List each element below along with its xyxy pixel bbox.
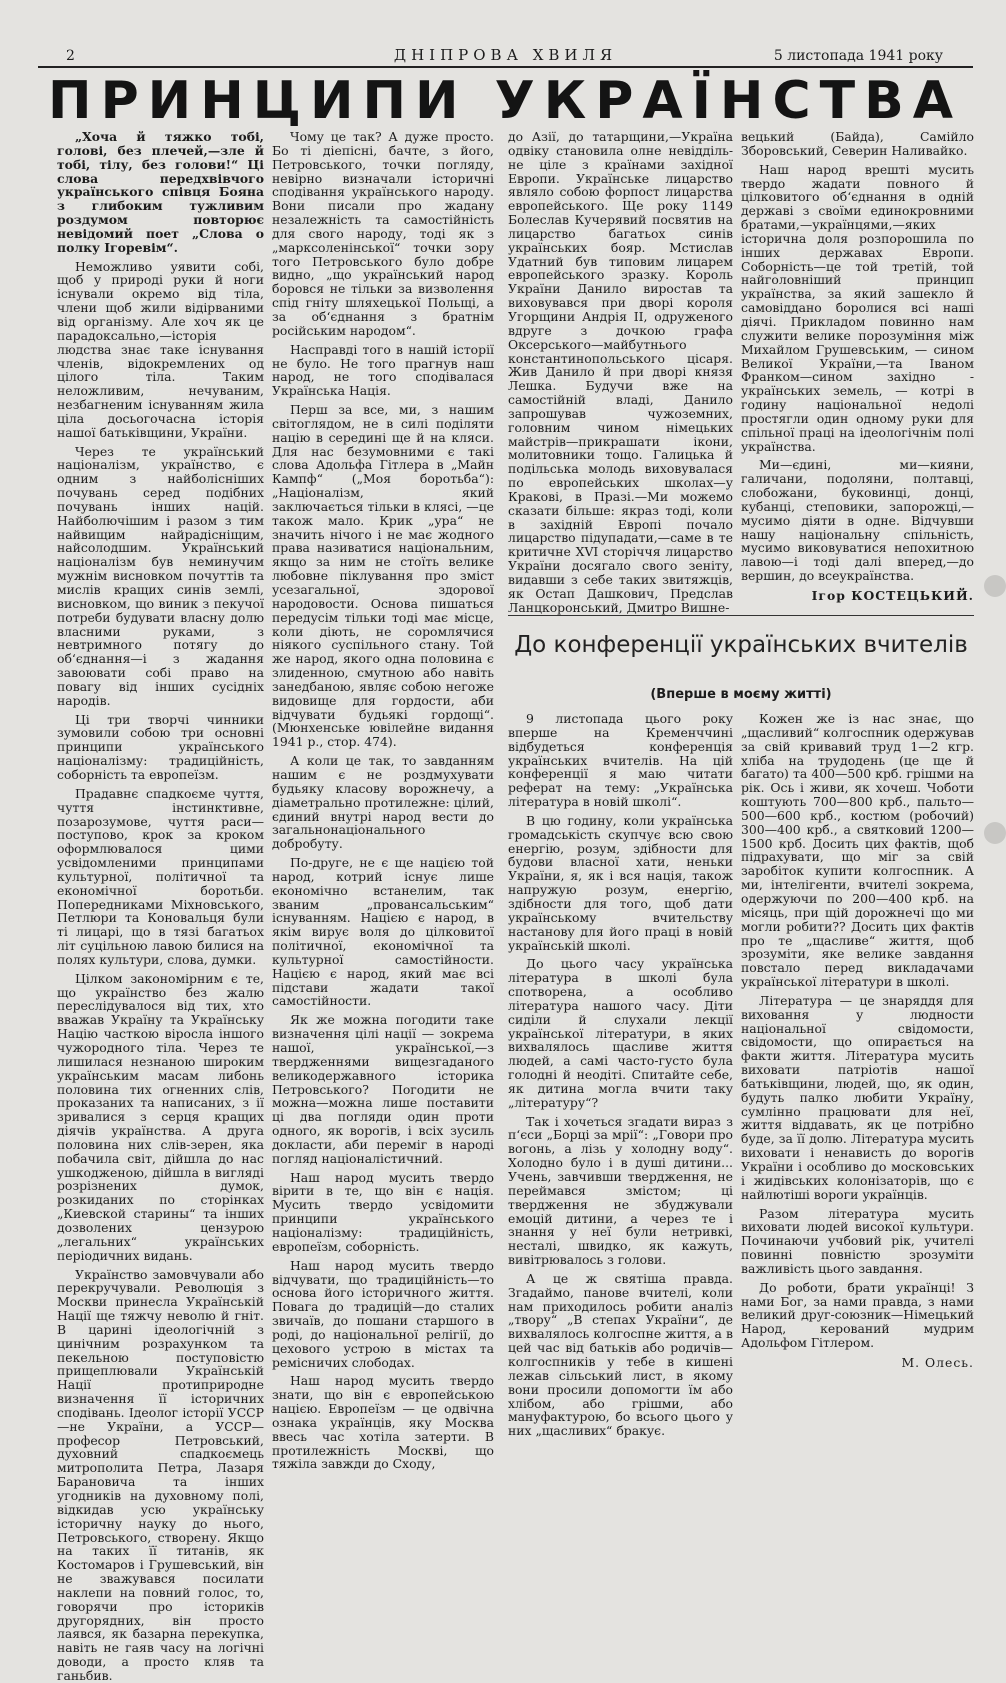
paragraph: вецький (Байда), Самійло Зборовський, Северин Наливайко. <box>741 129 974 158</box>
page-number: 2 <box>66 48 75 64</box>
newspaper-title: ДНІПРОВА ХВИЛЯ <box>393 46 618 64</box>
paragraph: Наш народ мусить твердо вірити в те, що він є нація. Мусить твердо усвідомити принципи українського націоналізму: традиційність, европеїзм, соборність. <box>272 1169 494 1254</box>
article2-column-2 <box>741 712 974 1372</box>
paragraph: В цю годину, коли українська громадськість скупчує всю свою енергію, розум, здібности для будови власної хати, неньки України, я, як і вся нація, також напружую розум, енергію, здібности для того, щоб дати українському вчительству настанову для його праці в новій українській школі. <box>508 812 733 953</box>
paragraph: Наш народ врешті мусить твердо жадати повного й цілковитого об‘єднання в одній державі з своїми единокровними братами,—українцями,—яких історична доля розпорошила по інших державах Европи. Соборність—це той третій, той найголовніший принцип українства, за який зашекло й самовіддано боролися всі наші діячі. Прикладом повинно нам служити велике порозуміння між Михайлом Грушевським, — сином Великої України,—та Іваном Франком—сином західно - українських земель, — котрі в годину національної недолі простягли один одному руки для спільної праці на ідеологічнім полі українства. <box>741 161 974 454</box>
issue-date: 5 листопада 1941 року <box>773 48 943 64</box>
paragraph: Ці три творчі чинники зумовили собою три основні принципи українського націоналізму: традиційність, соборність та европеїзм. <box>57 711 264 782</box>
paragraph: Ми—єдині, ми—кияни, галичани, подоляни, полтавці, слобожани, буковинці, донці, кубанці, степовики, запорожці,—мусимо діяти в одне. Відчувши нашу національну спільність, мусимо виковуватися непохитною лавою—і тоді далі вперед,—до вершин, до всеукраїнства. <box>741 457 974 584</box>
binding-hole <box>984 822 1006 844</box>
paragraph: Наш народ мусить твердо відчувати, що традиційність—то основа його історичного життя. Повага до традицій—до сталих звичаїв, до пошани старшого в роді, до національної релігії, до цехового устрою в містах та ремісничих слободах. <box>272 1257 494 1370</box>
paragraph: до Азії, до татарщини,—Україна одвіку становила олне невіддільне ціле з країнами західної Европи. Українське лицарство являло собою форпост лицарства европейського. Ще року 1149 Болеслав Кучерявий посвятив на лицарство багатьох синів українських бояр. Мстислав Удатний був типовим лицарем европейського зразку. Король України Данило виростав та виховувався при дворі короля Угорщини Андрія II, одруженого вдруге з дочкою графа Оксерського—майбутнього константинопольського цісаря. Жив Данило й при дворі князя Лешка. Будучи вже на самостійній владі, Данило запрошував чужоземних, головним чином німецьких майстрів—прикрашати ікони, молитовники тощо. Галицька й подільська молодь виховувалася по европейських школах—у Кракові, в Празі.—Ми можемо сказати більше: якраз тоді, коли в західній Европі почало лицарство підупадати,—саме в те критичне XVI сторіччя лицарство України досягало свого зеніту, видавши з себе таких звитяжців, як Остап Дашкович, Предслав Ланцкоронський, Дмитро Вишне- <box>508 129 733 615</box>
paragraph: Через те український націоналізм, українство, є одним з найболісніших почувань серед подібних почувань інших націй. Найболючішим і разом з тим найвищим найрадісніщим, найсолодшим. Український націоналізм був неминучим мужнім висновком почуттів та мислів кращих синів землі, висновком, що виник з пекучої потреби будувати власну долю власними руками, з невтримного потягу до об‘єднання—і з жадання завоювати собі право на повагу від інших сусідніх народів. <box>57 443 264 708</box>
article1-column-4 <box>741 130 974 608</box>
article2-subtitle: (Вперше в моєму житті) <box>650 687 832 702</box>
paragraph: Прадавнє спадкоєме чуття, чуття інстинктивне, позарозумове, чуття раси—поступово, крок за кроком оформлювалося цими усвідомленими принципами культурної, політичної та економічної боротьби. Попередниками Міхновського, Петлюри та Коновальця були ті лицарі, що в тязі багатьох літ суцільною лавою билися на полях культури, слова, думки. <box>57 785 264 967</box>
paragraph: Як же можна погодити таке визначення цілі нації — зокрема нашої, української,—з твердженнями вищезгаданого великодержавного історика Петровського? Погодити не можна—можна лише поставити ці два погляди один проти одного, як ворогів, і всіх зусиль докласти, аби переміг в народі погляд націоналістичний. <box>272 1012 494 1166</box>
article1-column-3 <box>508 129 733 615</box>
paragraph: А це ж святіша правда. Згадаймо, панове вчителі, коли нам приходилось робити аналіз „твору“ „В степах України“, де вихвалялось колгоспне життя, а в цей час від батьків або родичів—колгоспників у тебе в кишені лежав сільський лист, в якому вони просили допомогти їм або хлібом, або грішми, або мануфактурою, бо всього цього у них „щасливих“ бракує. <box>508 1270 733 1439</box>
paragraph: „Хоча й тяжко тобі, голові, без плечей,—зле й тобі, тілу, без голови!“ Ці слова передхвівчого українського співця Бояна з глибоким тужливим роздумом повторює невідомий поет „Слова о полку Ігоревім“. <box>57 129 264 255</box>
paragraph: Перш за все, ми, з нашим світоглядом, не в силі поділяти націю в середині ще й на кляси. Для нас безумовними є такі слова Адольфа Гітлера в „Майн Кампф“ („Моя боротьба“): „Націоналізм, який заключається тільки в клясі, —це також мало. Крик „ура“ не значить нічого і не має жодного права називатися національним, якщо за ним не стоїть велике любовне піклування про зміст усезагальної, здорової народовости. Основа пишаться передусім тільки тоді має місце, коли діють, не соромлячися ніякого суспільного стану. Той же народ, якого одна половина є злиденною, смутною або навіть занедбаною, являє собою негоже видовище для гордости, аби відчувати будьякі гордощі“. (Мюнхенське ювілейне видання 1941 р., стор. 474). <box>272 402 494 750</box>
paragraph: До роботи, брати українці! З нами Бог, за нами правда, з нами великий друг-союзник—Німецький Народ, керований мудрим Адольфом Гітлером. <box>741 1279 974 1351</box>
paragraph: Українство замовчували або перекручували. Революція з Москви принесла Українській Нації ще тяжчу неволю й гніт. В царині ідеологічній з цинічним розрахунком та пекельною поступовістю прищеплювали Українській Нації протиприродне визначення її історичних сподівань. Ідеолог історії УССР—не України, а УССР—професор Петровський, духовний спадкоємець митрополита Петра, Лазаря Барановича та інших угодників на духовному полі, відкидав усю українську історичну науку до нього, Петровського, створену. Якщо на таких її титанів, як Костомаров і Грушевський, він не зважувався посилати наклепи на повний голос, то, говорячи про істориків другорядних, він просто лаявся, як базарна перекупка, навіть не гаяв часу на логічні доводи, а просто кляв та ганьбив. <box>57 1266 264 1683</box>
article2-title: До конференції українських вчителів <box>514 632 968 658</box>
section-divider <box>508 615 974 616</box>
article-headline: ПРИНЦИПИ УКРАЇНСТВА <box>48 71 962 131</box>
masthead <box>38 44 973 68</box>
paragraph: Цілком закономірним є те, що українство без жалю переслідувалося від тих, хто вважав Україну та Українську Націю часткою віросла іншого чужородного тіла. Через те лишилася незнаною широким українським масам либонь половина тих огненних слів, проказаних та написаних, з ії зривалися з серця кращих діячів українства. А друга половина них слів-зерен, яка побачила світ, дійшла до нас ушкодженою, дійшла в вигляді розрізнених думок, розкиданих по сторінках „Киевской старины“ та інших дозволених цензурою „легальних“ українських періодичних видань. <box>57 970 264 1263</box>
paragraph: Насправді того в нашій історії не було. Не того прагнув наш народ, не того сподівалася Українська Нація. <box>272 341 494 399</box>
paragraph: Література — це знаряддя для виховання у людности національної свідомости, свідомости, що опирається на факти життя. Література мусить виховати патріотів нашої батьківщини, людей, що, як один, будуть палко любити Україну, сумлінно працювати для неї, життя віддавать, як це потрібно буде, за її долю. Література мусить виховати і ненависть до ворогів України і особливо до московських і жидівських колонізаторів, що є найлютіші вороги українців. <box>741 992 974 1202</box>
paragraph: Кожен же із нас знає, що „щасливий“ колгоспник одержував за свій кривавий труд 1—2 кгр. хліба на трудодень (це ще й багато) та 400—500 крб. грішми на рік. Ось і живи, як хочеш. Чоботи коштують 700—800 крб., пальто—500—600 крб., костюм (робочий) 300—400 крб., а святковий 1200—1500 крб. Досить цих фактів, щоб підрахувати, що міг за свій заробіток купити колгоспник. А ми, інтелігенти, вчителі зокрема, одержуючи по 200—400 крб. на місяць, при щій дорожнечі що ми могли робити?? Досить цих фактів про те „щасливе“ життя, щоб зрозуміти, яке велике завдання повстало перед викладачами української літератури в школі. <box>741 711 974 990</box>
paragraph: А коли це так, то завданням нашим є не роздмухувати будьяку класову ворожнечу, а діаметрально протилежне: цілий, єдиний внутрі народ вести до загальнонаціонального добробуту. <box>272 753 494 852</box>
author-signature: Ігор КОСТЕЦЬКИЙ. <box>811 588 974 603</box>
paragraph: Наш народ мусить твердо знати, що він є европейською нацією. Европеїзм — це одвічна ознака українців, яку Москва ввесь час хотіла затерти. В протилежність Москві, що тяжіла завжди до Сходу, <box>272 1373 494 1472</box>
author-signature: М. Олесь. <box>901 1354 974 1370</box>
paragraph: Разом література мусить виховати людей високої культури. Починаючи учбовий рік, учителі повинні повністю зрозуміти важливість цього завдання. <box>741 1205 974 1276</box>
paragraph: 9 листопада цього року вперше на Кременччині відбудеться конференція українських вчителів. На цій конференції я маю читати реферат на тему: „Українська література в новій школі“. <box>508 711 733 810</box>
binding-hole <box>984 575 1006 597</box>
article1-column-2 <box>272 129 494 1472</box>
paragraph: Неможливо уявити собі, щоб у природі руки й ноги існували окремо від тіла, члени щоб жили відірваними від організму. Але хоч як це парадоксально,—історія людства знає таке існування членів, відокремлених од цілого тіла. Таким неложливим, нечуваним, незбагненим існуванням жила ціла досьогочасна історія нашої батьківщини, України. <box>57 258 264 440</box>
paragraph: По-друге, не є ще нацією той народ, котрий існує лише економічно встанелим, так званим „провансальським“ існуванням. Нацією є народ, в якім вирує воля до цілковитої політичної, економічної та культурної самостійности. Нацією є народ, який має всі підстави жадати такої самостійности. <box>272 855 494 1009</box>
article1-column-1 <box>57 129 264 1683</box>
paragraph: До цього часу українська література в школі була спотворена, а особливо література нашого часу. Діти сиділи й слухали лекції української літератури, в яких вихвалялось щасливе життя людей, а самі часто-густо була голодні й неодіті. Спитайте себе, як дитина могла вчити таку „літературу“? <box>508 956 733 1110</box>
article2-column-1 <box>508 711 733 1439</box>
paragraph: Так і хочеться згадати вираз з п‘єси „Борці за мрії“: „Говори про вогонь, а лізь у холодну воду“. Холодно було і в душі дитини... Учень, завчивши твердження, не переймався змістом; ці твердження не збуджували емоцій дитини, а через те і знання у неї були нетривкі, несталі, швидко, як кажуть, вивітрювалось з голови. <box>508 1113 733 1268</box>
paragraph: Чому це так? А дуже просто. Бо ті діепісні, бачте, з його, Петровського, точки погляду, невірно визначали історичні сподівання українського народу. Вони писали про жадану незалежність та самостійність для свого народу, тоді як з „марксоленінської“ точки зору того Петровського було добре видно, „що український народ боровся не тільки за визволення спід гніту шляхецької Польщі, а за об‘єднання з братнім російським народом“. <box>272 129 494 338</box>
